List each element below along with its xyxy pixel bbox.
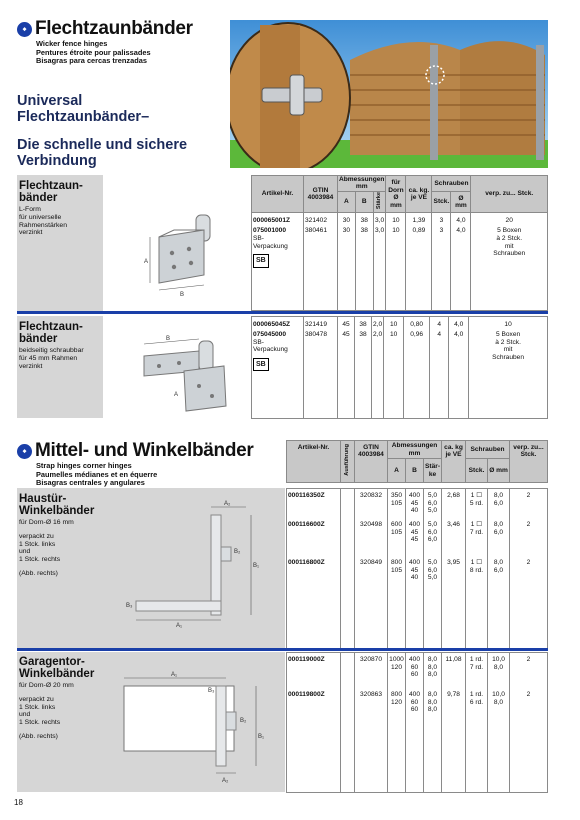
article-number: 075045000 — [253, 331, 287, 338]
d-value: 4,0 — [456, 227, 466, 235]
svg-text:A₂: A₂ — [222, 778, 229, 784]
gtin-label: GTIN — [363, 444, 379, 451]
subtitle-line: Bisagras para cercas trenzadas — [36, 56, 147, 66]
subtitle-line: Paumelles médianes et en équerre — [36, 469, 158, 479]
svg-text:B₁: B₁ — [258, 734, 265, 740]
table-cell-ausfuehrung — [341, 653, 355, 793]
s-value: 2,0 — [373, 321, 383, 328]
d-value: 8,0 — [493, 698, 504, 706]
gtin-value: 320498 — [359, 521, 382, 528]
desc-line: und — [19, 711, 31, 719]
table-cell-artikel — [287, 653, 341, 793]
d-value: 10,0 — [492, 691, 505, 698]
packaging-note: Verpackung — [253, 242, 288, 250]
table-cell-b — [355, 213, 373, 311]
b-value: 38 — [360, 217, 368, 225]
tagline-line: Flechtzaunbänder– — [17, 109, 150, 125]
table-cell-stck — [466, 653, 488, 793]
kg-value: 3,46 — [447, 521, 460, 528]
corner-hinge-icon — [106, 495, 280, 643]
kg-value: 0,89 — [412, 227, 426, 235]
table-cell-gtin — [355, 489, 388, 649]
table-cell-artikel — [252, 213, 304, 311]
col-header-artikel: Artikel-Nr. — [252, 176, 304, 213]
verp-line: Schrauben — [493, 250, 526, 258]
table-cell-artikel — [287, 489, 341, 649]
article-number: 000065045Z — [253, 321, 291, 328]
verp-value: 2 — [526, 656, 531, 663]
a-value: 105 — [390, 566, 402, 574]
b-value: 400 — [408, 656, 420, 663]
col-header-verp: verp. zu... Stck. — [471, 176, 548, 213]
product-description — [19, 682, 103, 741]
b-value: 40 — [410, 507, 419, 515]
a-value: 45 — [342, 331, 350, 338]
abmessungen-label: Abmessungen — [339, 176, 385, 183]
dorn-value: 10 — [390, 331, 398, 338]
verp-value: 2 — [526, 559, 531, 566]
col-header-kg: ca. kg je VE — [442, 441, 466, 483]
a-value: 1000 — [389, 656, 404, 663]
tagline-spacer — [17, 125, 227, 137]
table-cell-ausfuehrung — [341, 489, 355, 649]
table-cell-dorn — [386, 213, 406, 311]
section-divider — [17, 648, 548, 651]
subtitle-line: Bisagras centrales y angulares — [36, 478, 145, 488]
table-cell-dorn — [384, 317, 404, 419]
desc-line: verpackt zu — [19, 695, 54, 703]
desc-line: verpackt zu — [19, 532, 54, 540]
table-cell-s — [373, 213, 386, 311]
a-value: 30 — [342, 217, 351, 225]
stck-value: 1 ☐ — [470, 559, 483, 566]
col-header-dmm: Ø mm — [451, 191, 471, 213]
mm-label: mm — [355, 183, 368, 191]
col-header-stck: Stck. — [466, 459, 488, 483]
d-value: 6,0 — [493, 499, 504, 507]
article-number: 000119800Z — [288, 691, 325, 698]
a-value: 105 — [390, 528, 402, 536]
kg-value: 0,96 — [410, 331, 424, 338]
svg-text:B₂: B₂ — [234, 549, 241, 555]
stck-value: 8 rd. — [469, 566, 484, 574]
brand-logo-icon: ⬩ — [17, 444, 32, 459]
b-value: 45 — [410, 528, 419, 536]
article-number: 000116350Z — [288, 492, 325, 499]
desc-line: für 45 mm Rahmen — [19, 354, 78, 362]
verp-line: à 2 Stck. — [495, 338, 521, 346]
article-number: 000119000Z — [288, 656, 325, 663]
dorn-value: 10 — [392, 227, 400, 235]
verp-value: 2 — [526, 521, 531, 528]
verp-line: 5 Boxen — [497, 227, 522, 235]
gtin-label: GTIN — [312, 186, 329, 194]
b-value: 400 — [408, 691, 420, 698]
desc-line: Rahmenstärken — [19, 221, 67, 229]
b-value: 400 — [408, 559, 420, 566]
s-value: 6,0 — [427, 566, 438, 574]
col-header-gtin — [355, 441, 388, 483]
stck-value: 1 ☐ — [470, 521, 483, 528]
kg-value: 2,68 — [447, 492, 460, 499]
table-cell-stck — [432, 213, 451, 311]
desc-line: für Dorn-Ø 20 mm — [19, 682, 74, 689]
table-cell-d — [488, 653, 510, 793]
gtin-value: 320863 — [359, 691, 382, 698]
verp-line: Schrauben — [492, 353, 525, 361]
product-table — [251, 316, 548, 419]
l-hinge-icon — [104, 175, 250, 311]
table-cell-d — [449, 317, 469, 419]
product-table — [286, 488, 548, 649]
stck-value: 6 rd. — [469, 698, 484, 706]
s-value: 5,0 — [427, 521, 438, 528]
col-header-b: B — [355, 191, 373, 213]
stck-value: 1 ☐ — [470, 492, 483, 499]
gtin-value: 320870 — [359, 656, 382, 663]
s-value: 8,0 — [427, 656, 438, 663]
table-cell-b — [355, 317, 372, 419]
kg-value: 0,80 — [410, 321, 424, 328]
flat-hinge-icon — [104, 316, 250, 418]
desc-line: (Abb. rechts) — [19, 569, 58, 577]
s-value: 5,0 — [427, 559, 438, 566]
b-value: 38 — [359, 321, 367, 328]
b-value: 60 — [410, 663, 419, 671]
d-value: 8,0 — [493, 663, 504, 671]
col-header-staerke — [373, 191, 386, 213]
desc-line: (Abb. rechts) — [19, 732, 58, 740]
fence-photo — [230, 20, 548, 168]
section2-title: Mittel- und Winkelbänder — [35, 440, 254, 461]
d-value: 4,0 — [456, 217, 466, 225]
article-number: 000065001Z — [253, 217, 291, 225]
table-cell-gtin — [304, 317, 338, 419]
b-value: 400 — [408, 521, 420, 528]
d-value: 4,0 — [454, 321, 464, 328]
product-description — [19, 347, 101, 370]
svg-text:A₁: A₁ — [176, 623, 183, 629]
d-value: 4,0 — [454, 331, 464, 338]
table-cell-s — [372, 317, 384, 419]
packaging-note: Verpackung — [253, 346, 288, 354]
kg-value: 11,08 — [445, 656, 462, 663]
a-value: 600 — [390, 521, 402, 528]
a-value: 120 — [390, 698, 402, 706]
col-header-a: A — [388, 459, 406, 483]
subtitle-line: Strap hinges corner hinges — [36, 461, 132, 470]
b-value: 45 — [410, 566, 419, 574]
svg-text:B₂: B₂ — [240, 718, 247, 724]
col-header-dorn: für Dorn Ø mm — [386, 176, 406, 213]
stck-value: 4 — [437, 331, 441, 338]
staerke-label: Stärke — [375, 191, 382, 209]
s-value: 8,0 — [427, 691, 438, 698]
table-cell-a — [338, 317, 355, 419]
svg-text:A₁: A₁ — [171, 672, 178, 678]
subtitle-line: Pentures étroite pour palissades — [36, 47, 151, 57]
hinge-l-drawing — [104, 175, 250, 311]
section-divider — [17, 311, 548, 314]
d-value: 6,0 — [493, 566, 504, 574]
col-header-abmessungen — [338, 176, 386, 192]
brand-logo-icon: ⬩ — [17, 22, 32, 37]
stck-value: 1 rd. — [469, 691, 484, 698]
gtin-value: 321419 — [305, 321, 328, 328]
a-value: 30 — [342, 227, 351, 235]
s-value: 8,0 — [427, 671, 438, 679]
a-value: 350 — [390, 492, 402, 499]
garage-hinge-icon — [106, 658, 280, 788]
stck-value: 7 rd. — [469, 663, 484, 671]
table-cell-a — [388, 653, 406, 793]
garage-hinge-drawing — [106, 658, 280, 788]
kg-value: 9,78 — [447, 691, 460, 698]
product-info — [19, 493, 103, 578]
stck-value: 3 — [439, 217, 444, 225]
mm-label: mm — [408, 449, 421, 457]
gtin-value: 380461 — [305, 227, 328, 235]
product-description — [19, 206, 101, 237]
table-cell-kg — [404, 317, 430, 419]
svg-text:B₃: B₃ — [208, 688, 215, 694]
desc-line: verzinkt — [19, 362, 43, 370]
product-description — [19, 519, 103, 578]
a-value: 120 — [390, 663, 402, 671]
product-title: Flechtzaun-bänder — [19, 180, 83, 204]
table-cell-b — [406, 489, 424, 649]
s-value: 6,0 — [427, 536, 438, 544]
b-value: 60 — [410, 706, 419, 714]
col-header-gtin — [304, 176, 338, 213]
b-value: 400 — [408, 492, 420, 499]
a-value: 105 — [390, 499, 402, 507]
article-number: 000116800Z — [288, 559, 325, 566]
gtin-value: 321402 — [305, 217, 328, 225]
d-value: 8,0 — [493, 559, 504, 566]
hinge-flat-drawing — [104, 316, 250, 418]
table-cell-stck — [430, 317, 449, 419]
verp-value: 10 — [504, 321, 512, 328]
desc-line: beidseitig schraubbar — [19, 347, 84, 354]
b-value: 45 — [410, 499, 419, 507]
tagline-line: Verbindung — [17, 153, 97, 169]
b-value: 60 — [410, 671, 419, 679]
col-header-abmessungen — [388, 441, 442, 459]
table-cell-kg — [442, 489, 466, 649]
s-value: 8,0 — [427, 706, 438, 714]
subtitle-line: Wicker fence hinges — [36, 39, 108, 48]
svg-text:B: B — [166, 336, 171, 342]
article-number: 075001000 — [253, 227, 287, 235]
table-cell-verp — [469, 317, 548, 419]
d-value: 8,0 — [493, 521, 504, 528]
product-panel — [17, 175, 103, 311]
s-value: 2,0 — [373, 331, 383, 338]
dorn-value: 10 — [390, 321, 398, 328]
col-header-staerke: Stär-ke — [424, 459, 442, 483]
kg-value: 3,95 — [447, 559, 460, 566]
desc-line: 1 Stck. rechts — [19, 719, 61, 727]
verp-value: 20 — [505, 217, 513, 225]
desc-line: und — [19, 548, 31, 556]
ausfuehrung-label: Ausführung — [343, 443, 350, 476]
b-value: 38 — [360, 227, 368, 235]
col-header-schrauben: Schrauben — [466, 441, 510, 459]
section2-subtitles — [36, 462, 157, 488]
gtin-code: 4003984 — [307, 194, 334, 202]
desc-line: 1 Stck. links — [19, 540, 56, 548]
table-cell-b — [406, 653, 424, 793]
b-value: 40 — [410, 574, 419, 582]
svg-text:B₁: B₁ — [253, 563, 260, 569]
b-value: 45 — [410, 536, 419, 544]
col-header-kg: ca. kg. je VE — [406, 176, 432, 213]
table-cell-gtin — [355, 653, 388, 793]
svg-text:A: A — [174, 392, 179, 398]
desc-line: L-Form — [19, 206, 41, 213]
tagline-line: Universal — [17, 93, 83, 109]
gtin-code: 4003984 — [358, 451, 384, 459]
stck-value: 7 rd. — [469, 528, 484, 536]
s-value: 5,0 — [427, 492, 438, 499]
s-value: 8,0 — [427, 663, 438, 671]
col-header-b: B — [406, 459, 424, 483]
table-cell-kg — [442, 653, 466, 793]
sb-badge: SB — [253, 254, 269, 268]
table-cell-a — [388, 489, 406, 649]
table-cell-verp — [510, 653, 548, 793]
col-header-dmm: Ø mm — [488, 459, 510, 483]
verp-line: mit — [503, 346, 513, 354]
desc-line: verzinkt — [19, 229, 43, 237]
table-cell-verp — [471, 213, 548, 311]
abmessungen-label: Abmessungen — [391, 442, 438, 450]
product-title: Flechtzaun-bänder — [19, 321, 83, 345]
a-value: 800 — [390, 691, 402, 698]
table-cell-d — [488, 489, 510, 649]
stck-value: 1 rd. — [469, 656, 484, 663]
desc-line: für universelle — [19, 213, 62, 221]
gtin-value: 320832 — [359, 492, 382, 499]
d-value: 8,0 — [493, 492, 504, 499]
table-cell-a — [338, 213, 356, 311]
svg-text:B: B — [180, 292, 185, 298]
table-cell-gtin — [304, 213, 338, 311]
s-value: 3,0 — [374, 217, 385, 225]
verp-line: 5 Boxen — [495, 331, 521, 338]
fence-illustration — [230, 20, 548, 168]
section1-subtitles — [36, 40, 151, 66]
s-value: 6,0 — [427, 499, 438, 507]
table-cell-artikel — [252, 317, 304, 419]
verp-value: 2 — [526, 691, 531, 698]
tagline — [17, 93, 227, 169]
table-cell-s — [424, 489, 442, 649]
gtin-value: 320849 — [359, 559, 382, 566]
section1-title: Flechtzaunbänder — [35, 18, 193, 39]
col-header-stck: Stck. — [432, 191, 451, 213]
b-value: 38 — [359, 331, 367, 338]
table-cell-verp — [510, 489, 548, 649]
article-number: 000116600Z — [288, 521, 325, 528]
s-value: 8,0 — [427, 698, 438, 706]
d-value: 6,0 — [493, 528, 504, 536]
product-title: Haustür-Winkelbänder — [19, 493, 95, 517]
dorn-value: 10 — [392, 217, 400, 225]
a-value: 800 — [390, 559, 402, 566]
table-cell-d — [451, 213, 471, 311]
verp-value: 2 — [526, 492, 531, 499]
desc-line: 1 Stck. rechts — [19, 556, 61, 564]
b-value: 60 — [410, 698, 419, 706]
packaging-note: SB- — [253, 338, 264, 346]
stck-value: 5 rd. — [469, 499, 484, 507]
product-info — [19, 656, 103, 741]
svg-text:B₃: B₃ — [126, 603, 133, 609]
col-header-schrauben: Schrauben — [432, 176, 471, 192]
product-title: Garagentor-Winkelbänder — [19, 656, 95, 680]
a-value: 45 — [342, 321, 350, 328]
page-number: 18 — [14, 798, 23, 807]
kg-value: 1,39 — [412, 217, 426, 225]
table-cell-stck — [466, 489, 488, 649]
col-header-a: A — [338, 191, 356, 213]
s-value: 6,0 — [427, 528, 438, 536]
sb-badge: SB — [253, 358, 269, 372]
product-table — [286, 652, 548, 793]
svg-text:A: A — [144, 259, 149, 265]
s-value: 5,0 — [427, 507, 438, 515]
verp-line: mit — [504, 242, 514, 250]
desc-line: für Dorn-Ø 16 mm — [19, 519, 74, 526]
product-panel — [17, 316, 103, 418]
packaging-note: SB- — [253, 234, 264, 242]
verp-line: à 2 Stck. — [496, 234, 523, 242]
corner-hinge-drawing — [106, 495, 280, 643]
col-header-artikel: Artikel-Nr. — [287, 441, 341, 483]
gtin-value: 380478 — [305, 331, 328, 338]
stck-value: 3 — [439, 227, 444, 235]
stck-value: 4 — [437, 321, 441, 328]
desc-line: 1 Stck. links — [19, 703, 56, 711]
col-header-verp: verp. zu... Stck. — [510, 441, 548, 483]
table-cell-s — [424, 653, 442, 793]
table-cell-kg — [406, 213, 432, 311]
col-header-ausfuehrung — [341, 441, 355, 483]
d-value: 10,0 — [492, 656, 505, 663]
section2-header-table — [286, 440, 548, 483]
s-value: 5,0 — [427, 574, 438, 582]
product-table — [251, 175, 548, 311]
tagline-line: Die schnelle und sichere — [17, 137, 188, 153]
s-value: 3,0 — [374, 227, 385, 235]
svg-text:A₂: A₂ — [224, 501, 231, 507]
